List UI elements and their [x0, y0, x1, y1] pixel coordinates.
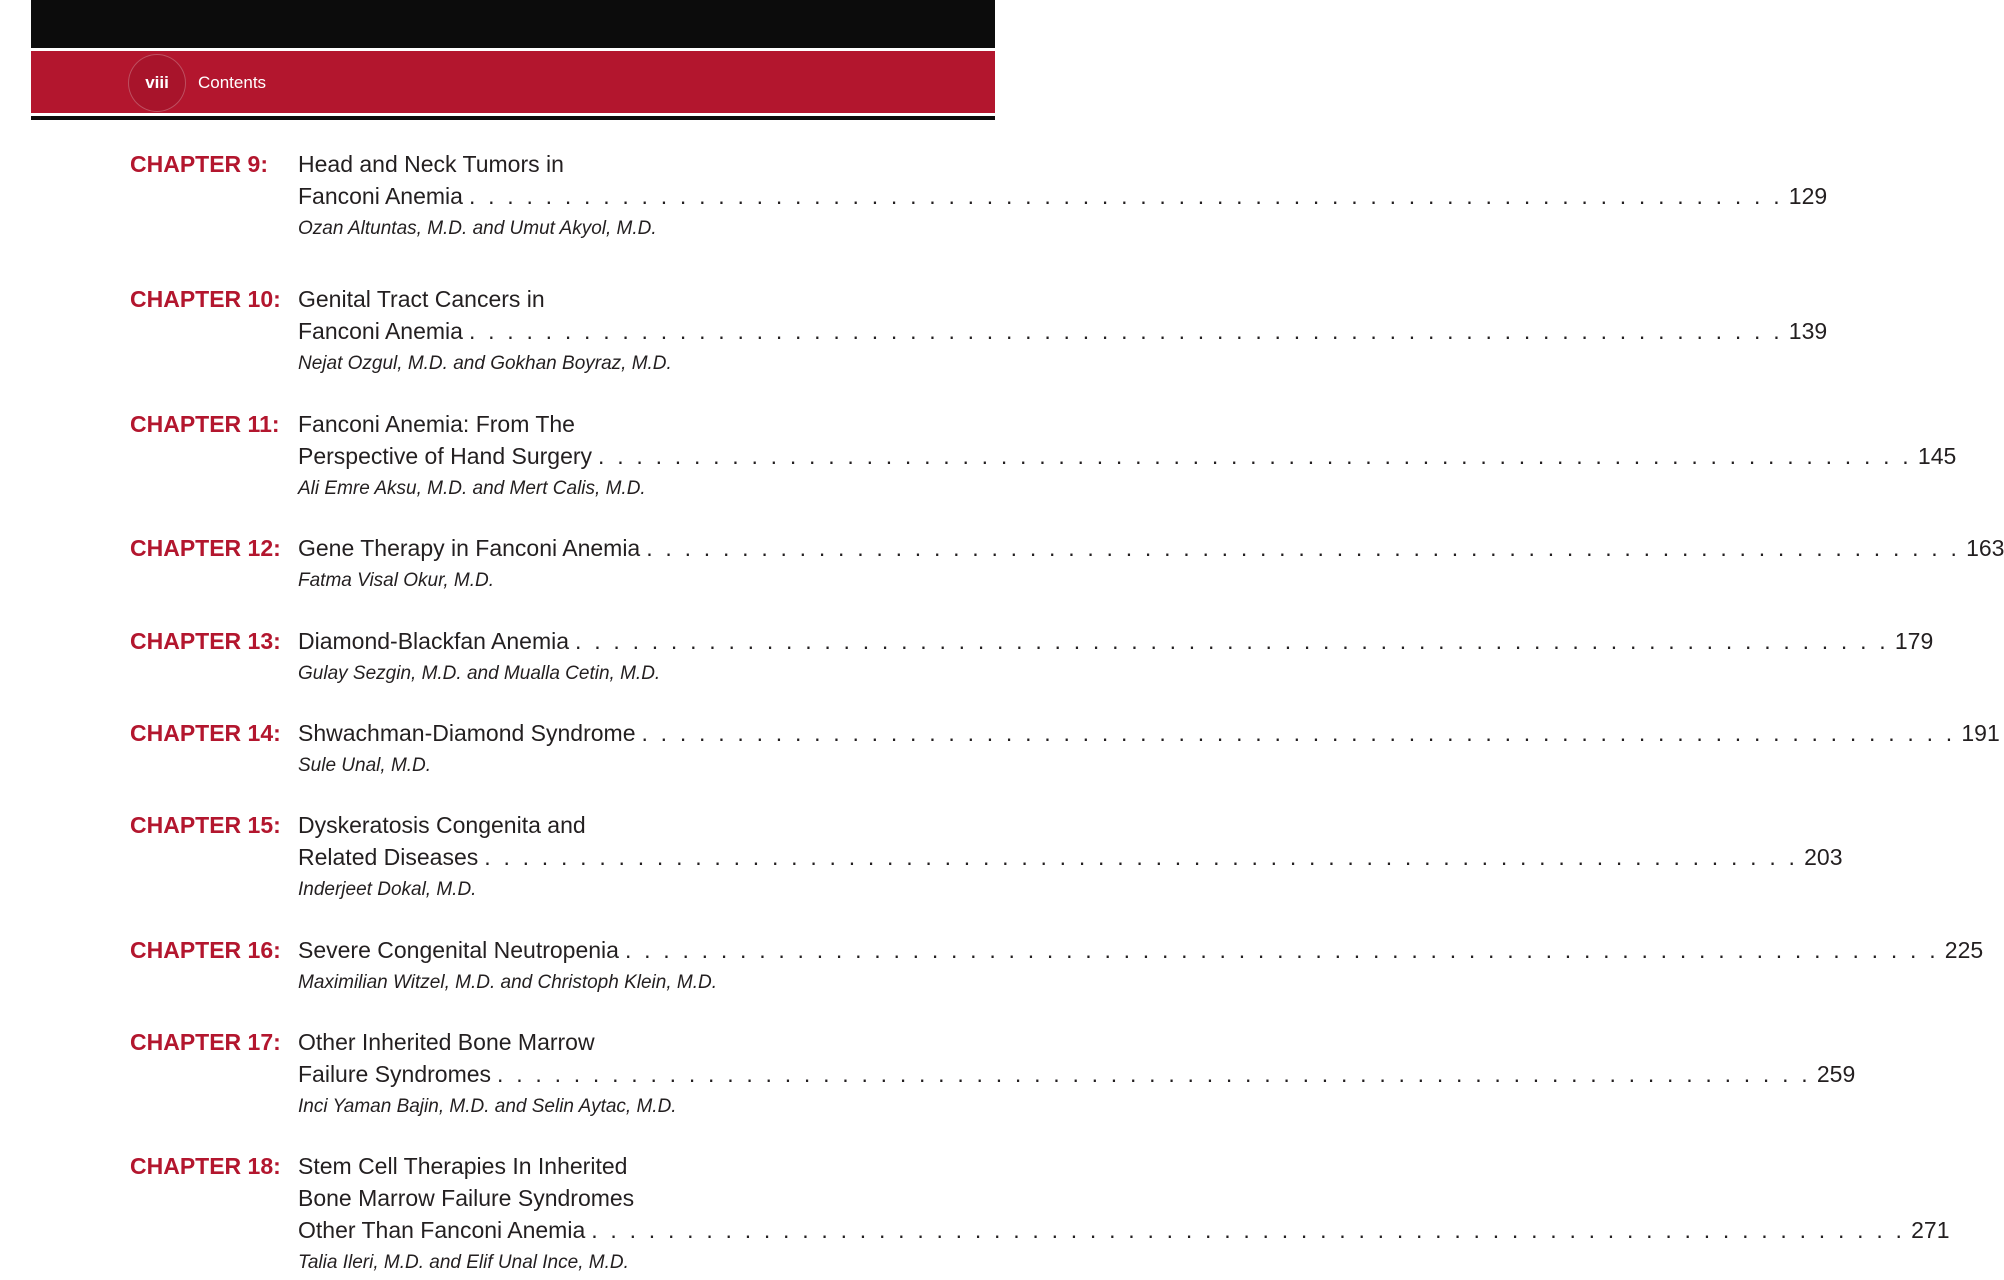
chapter-body	[298, 934, 1984, 1000]
page-number-ref: 191	[1961, 720, 2000, 746]
chapter-label: CHAPTER 18:	[130, 1153, 281, 1179]
chapter-title-line: Other Inherited Bone Marrow	[298, 1029, 595, 1055]
chapter-title-row	[298, 532, 2004, 564]
chapter-title-row	[298, 841, 1843, 873]
chapter-title-line: Perspective of Hand Surgery	[298, 443, 593, 469]
chapter-authors: Nejat Ozgul, M.D. and Gokhan Boyraz, M.D.	[298, 353, 672, 374]
chapter-authors: Inderjeet Dokal, M.D.	[298, 879, 477, 900]
chapter-title-row	[298, 315, 1828, 347]
chapter-title-row	[298, 440, 1957, 472]
dot-leader: . . . . . . . . . . . . . . . . . . . . . . . . . . . . . . . . . . . . . . . . . . . . . . . . . . . . . . . . . . . . . . . . . . . . .	[591, 1217, 1906, 1243]
page-number-ref: 225	[1944, 937, 1984, 963]
chapter-body	[298, 809, 1843, 907]
chapter-title-line: Severe Congenital Neutropenia	[298, 937, 619, 963]
chapter-label: CHAPTER 12:	[130, 535, 281, 561]
dot-leader: . . . . . . . . . . . . . . . . . . . . . . . . . . . . . . . . . . . . . . . . . . . . . . . . . . . . . . . . . . . . . . . . . . . . .	[646, 535, 1961, 561]
chapter-title-line: Failure Syndromes	[298, 1061, 492, 1087]
chapter-body	[298, 1026, 1856, 1124]
chapter-body	[298, 625, 1934, 691]
page-number-ref: 203	[1804, 844, 1843, 870]
page-number-ref: 129	[1788, 183, 1828, 209]
page-number-ref: 139	[1788, 318, 1828, 344]
chapter-title-row	[298, 717, 2000, 749]
chapter-authors: Talia Ileri, M.D. and Elif Unal Ince, M.D.	[298, 1252, 629, 1273]
chapter-authors: Fatma Visal Okur, M.D.	[298, 570, 495, 591]
chapter-label: CHAPTER 16:	[130, 937, 281, 963]
chapter-title-line: Fanconi Anemia	[298, 318, 463, 344]
chapter-label: CHAPTER 17:	[130, 1029, 281, 1055]
chapter-label: CHAPTER 13:	[130, 628, 281, 654]
header-bottom-rule	[31, 116, 995, 120]
chapter-title-line: Head and Neck Tumors in	[298, 151, 564, 177]
chapter-title-line: Related Diseases	[298, 844, 479, 870]
chapter-body	[298, 1150, 1950, 1280]
chapter-title-line: Genital Tract Cancers in	[298, 286, 545, 312]
chapter-authors: Maximilian Witzel, M.D. and Christoph Klein, M.D.	[298, 972, 718, 993]
page-number-ref: 179	[1894, 628, 1934, 654]
dot-leader: . . . . . . . . . . . . . . . . . . . . . . . . . . . . . . . . . . . . . . . . . . . . . . . . . . . . . . . . . . . . . . . . . . . . .	[497, 1061, 1811, 1087]
chapter-title-line: Gene Therapy in Fanconi Anemia	[298, 535, 641, 561]
chapter-title-row	[298, 180, 1828, 212]
chapter-body	[298, 148, 1828, 246]
chapter-label: CHAPTER 15:	[130, 812, 281, 838]
chapter-title-line: Fanconi Anemia: From The	[298, 411, 575, 437]
chapter-title-line: Other Than Fanconi Anemia	[298, 1217, 586, 1243]
page-number-ref: 163	[1966, 535, 2004, 561]
running-title: Contents	[198, 73, 267, 92]
chapter-body	[298, 532, 2004, 598]
chapter-title-line: Dyskeratosis Congenita and	[298, 812, 586, 838]
chapter-title-line: Diamond-Blackfan Anemia	[298, 628, 570, 654]
chapter-body	[298, 283, 1828, 381]
chapter-title-row	[298, 1214, 1950, 1246]
header-black-band	[31, 0, 995, 48]
chapter-title-row	[298, 625, 1934, 657]
page-number-ref: 271	[1911, 1217, 1950, 1243]
chapter-title-line: Fanconi Anemia	[298, 183, 463, 209]
chapter-authors: Sule Unal, M.D.	[298, 755, 432, 776]
page-number-ref: 259	[1816, 1061, 1856, 1087]
chapter-title-line: Stem Cell Therapies In Inherited	[298, 1153, 628, 1179]
chapter-label: CHAPTER 11:	[130, 411, 280, 437]
dot-leader: . . . . . . . . . . . . . . . . . . . . . . . . . . . . . . . . . . . . . . . . . . . . . . . . . . . . . . . . . . . . . . . . . . . . .	[624, 937, 1939, 963]
dot-leader: . . . . . . . . . . . . . . . . . . . . . . . . . . . . . . . . . . . . . . . . . . . . . . . . . . . . . . . . . . . . . . . . . . . . .	[468, 318, 1783, 344]
chapter-title-line: Shwachman-Diamond Syndrome	[298, 720, 636, 746]
chapter-title-row	[298, 1058, 1856, 1090]
chapter-label: CHAPTER 10:	[130, 286, 281, 312]
chapter-body	[298, 408, 1957, 506]
chapter-label: CHAPTER 14:	[130, 720, 281, 746]
chapter-label: CHAPTER 9:	[130, 151, 269, 177]
chapter-authors: Gulay Sezgin, M.D. and Mualla Cetin, M.D.	[298, 663, 661, 684]
chapter-body	[298, 717, 2000, 783]
chapter-authors: Ozan Altuntas, M.D. and Umut Akyol, M.D.	[298, 218, 657, 239]
chapter-authors: Ali Emre Aksu, M.D. and Mert Calis, M.D.	[298, 478, 646, 499]
chapter-title-line: Bone Marrow Failure Syndromes	[298, 1185, 635, 1211]
dot-leader: . . . . . . . . . . . . . . . . . . . . . . . . . . . . . . . . . . . . . . . . . . . . . . . . . . . . . . . . . . . . . . . . . . . . .	[468, 183, 1783, 209]
page-number: viii	[145, 73, 169, 92]
chapter-authors: Inci Yaman Bajin, M.D. and Selin Aytac, M.D.	[298, 1096, 677, 1117]
dot-leader: . . . . . . . . . . . . . . . . . . . . . . . . . . . . . . . . . . . . . . . . . . . . . . . . . . . . . . . . . . . . . . . . . . . . .	[484, 844, 1799, 870]
chapter-title-row	[298, 934, 1984, 966]
dot-leader: . . . . . . . . . . . . . . . . . . . . . . . . . . . . . . . . . . . . . . . . . . . . . . . . . . . . . . . . . . . . . . . . . . . . .	[641, 720, 1956, 746]
page-number-ref: 145	[1917, 443, 1957, 469]
page-header	[31, 0, 995, 122]
dot-leader: . . . . . . . . . . . . . . . . . . . . . . . . . . . . . . . . . . . . . . . . . . . . . . . . . . . . . . . . . . . . . . . . . . . . .	[598, 443, 1912, 469]
dot-leader: . . . . . . . . . . . . . . . . . . . . . . . . . . . . . . . . . . . . . . . . . . . . . . . . . . . . . . . . . . . . . . . . . . . . .	[575, 628, 1889, 654]
